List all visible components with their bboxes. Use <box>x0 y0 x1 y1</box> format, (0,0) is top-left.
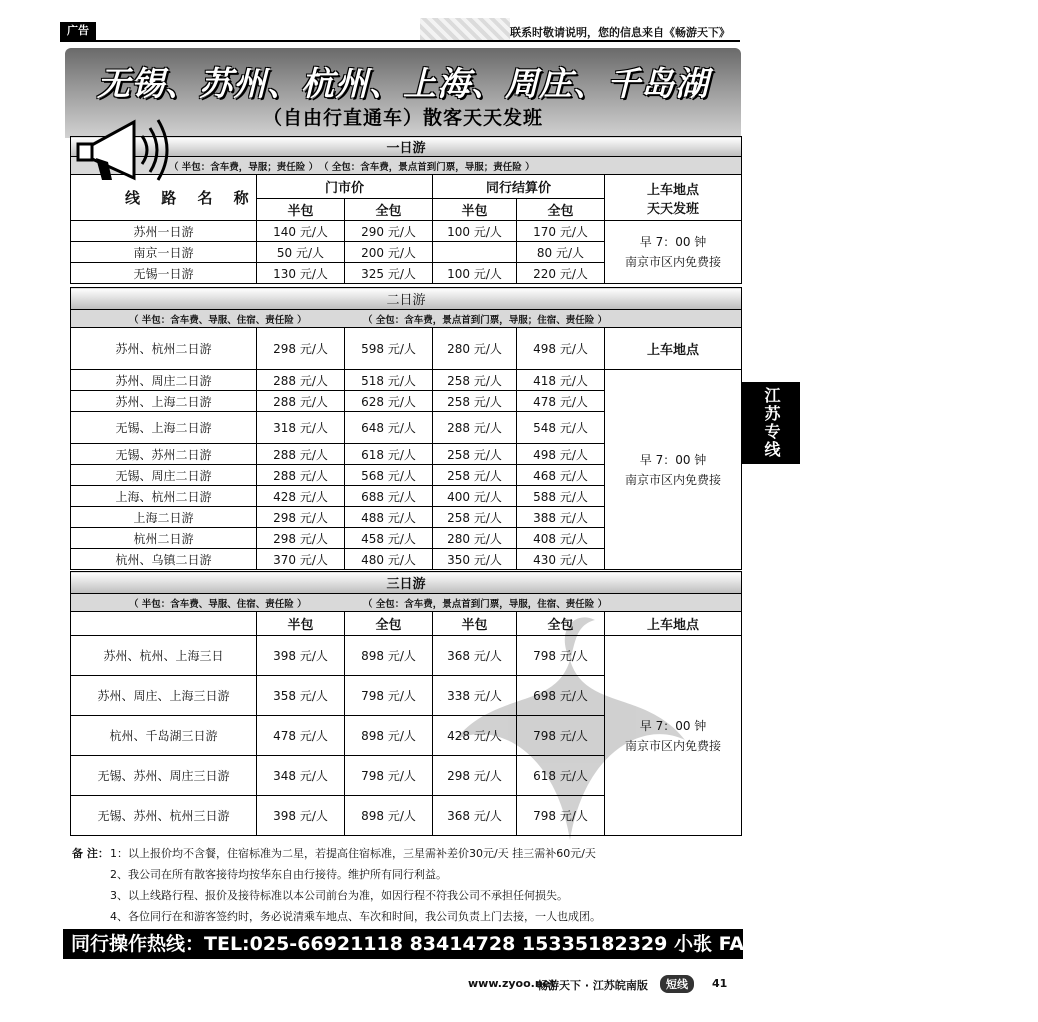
agency-price-header: 同行结算价 <box>433 175 605 199</box>
day3-note <box>71 594 742 612</box>
day1-pickup-title: 上车地点 <box>647 182 700 198</box>
day2-route-name-cell: 无锡、苏州二日游 <box>71 444 257 465</box>
day1-note-half: （ 半包：含车费，导服；责任险 ） <box>169 161 319 173</box>
day3-gate-half-cell: 358 元/人 <box>257 676 345 716</box>
day2-gate-full-cell: 648 元/人 <box>345 412 433 444</box>
day2-pickup-place: 南京市区内免费接 <box>625 472 722 487</box>
day2-gate-full-cell: 688 元/人 <box>345 486 433 507</box>
day3-row <box>71 636 742 676</box>
footer <box>0 972 800 998</box>
day3-route-header <box>71 612 257 636</box>
day2-agency-full-cell: 430 元/人 <box>517 549 605 570</box>
day3-route-name-cell: 苏州、杭州、上海三日 <box>71 636 257 676</box>
day2-agency-full-cell: 478 元/人 <box>517 391 605 412</box>
day1-agency-full-cell: 220 元/人 <box>517 263 605 284</box>
day3-route-name-cell: 杭州、千岛湖三日游 <box>71 716 257 756</box>
day3-gate-full-cell: 898 元/人 <box>345 636 433 676</box>
day1-route-name-cell: 苏州一日游 <box>71 221 257 242</box>
day1-pickup-cell <box>605 221 742 284</box>
day3-rows <box>71 636 742 836</box>
day2-gate-full-cell: 628 元/人 <box>345 391 433 412</box>
top-rule <box>60 40 740 42</box>
day3-gate-full-cell: 798 元/人 <box>345 676 433 716</box>
day3-agency-half-cell: 368 元/人 <box>433 796 517 836</box>
day1-pickup-header <box>605 175 742 221</box>
day1-row <box>71 221 742 242</box>
day3-pickup-time: 早 7：00 钟 <box>639 718 707 733</box>
note-row-2 <box>72 864 752 885</box>
day2-gate-half-cell: 288 元/人 <box>257 370 345 391</box>
day3-gate-half-header: 半包 <box>257 612 345 636</box>
day2-agency-half-cell: 258 元/人 <box>433 444 517 465</box>
day3-table-wrap <box>70 571 741 836</box>
page-subtitle: （自由行直通车）散客天天发班 <box>262 107 543 129</box>
day1-gate-full-cell: 325 元/人 <box>345 263 433 284</box>
day2-gate-full-cell: 618 元/人 <box>345 444 433 465</box>
day2-note-full: （ 全包：含车费，景点首到门票，导服；住宿、责任险 ） <box>363 314 608 326</box>
day3-gate-half-cell: 478 元/人 <box>257 716 345 756</box>
day3-agency-half-cell: 298 元/人 <box>433 756 517 796</box>
top-note: 联系时敬请说明，您的信息来自《畅游天下》 <box>510 26 730 39</box>
notes-label: 备 注： <box>72 847 109 860</box>
day2-route-name-cell: 无锡、周庄二日游 <box>71 465 257 486</box>
day3-pickup-cell <box>605 636 742 836</box>
day3-gate-full-header: 全包 <box>345 612 433 636</box>
day3-gate-half-cell: 398 元/人 <box>257 636 345 676</box>
day3-gate-full-cell: 798 元/人 <box>345 756 433 796</box>
day3-agency-half-cell: 368 元/人 <box>433 636 517 676</box>
day2-gate-half-cell: 288 元/人 <box>257 465 345 486</box>
footer-site: www.zyoo.net <box>468 977 556 990</box>
day2-gate-half-cell: 370 元/人 <box>257 549 345 570</box>
day3-pickup-header: 上车地点 <box>605 612 742 636</box>
gate-price-header: 门市价 <box>257 175 433 199</box>
day2-row <box>71 370 742 391</box>
day3-table <box>70 571 742 836</box>
day1-gate-half-cell: 130 元/人 <box>257 263 345 284</box>
day2-gate-half-cell: 298 元/人 <box>257 507 345 528</box>
day2-route-name-cell: 上海、杭州二日游 <box>71 486 257 507</box>
gate-full-header: 全包 <box>345 199 433 221</box>
ad-tag: 广告 <box>60 22 96 40</box>
day2-route-name-cell: 苏州、周庄二日游 <box>71 370 257 391</box>
day2-row <box>71 328 742 370</box>
note-item-4: 4、各位同行在和游客签约时，务必说清乘车地点、车次和时间，我公司负责上门去接，一人也成团。 <box>110 910 601 923</box>
day2-title: 二日游 <box>71 288 742 310</box>
note-row-3 <box>72 885 752 906</box>
day2-agency-full-cell: 408 元/人 <box>517 528 605 549</box>
day1-agency-half-cell: 100 元/人 <box>433 263 517 284</box>
day2-agency-full-cell: 388 元/人 <box>517 507 605 528</box>
day1-pickup-place: 南京市区内免费接 <box>625 255 722 269</box>
note-item-3: 3、以上线路行程、报价及接待标准以本公司前台为准，如因行程不符我公司不承担任何损失。 <box>110 889 568 902</box>
agency-full-header: 全包 <box>517 199 605 221</box>
note-row-4 <box>72 906 752 927</box>
notes <box>72 843 752 927</box>
day2-agency-half-cell: 280 元/人 <box>433 528 517 549</box>
day2-gate-half-cell: 298 元/人 <box>257 528 345 549</box>
day2-agency-half-cell: 288 元/人 <box>433 412 517 444</box>
day3-agency-full-cell: 618 元/人 <box>517 756 605 796</box>
day1-gate-full-cell: 290 元/人 <box>345 221 433 242</box>
day3-gate-half-cell: 398 元/人 <box>257 796 345 836</box>
day3-agency-full-cell: 798 元/人 <box>517 796 605 836</box>
megaphone-icon <box>72 112 172 192</box>
day2-agency-full-cell: 498 元/人 <box>517 328 605 370</box>
page-number: 41 <box>712 977 728 990</box>
day3-gate-half-cell: 348 元/人 <box>257 756 345 796</box>
top-bar <box>0 0 800 40</box>
day2-rows <box>71 328 742 570</box>
note-row-1 <box>72 843 752 864</box>
day3-route-name-cell: 苏州、周庄、上海三日游 <box>71 676 257 716</box>
day1-gate-half-cell: 50 元/人 <box>257 242 345 263</box>
day2-pickup-cell <box>605 370 742 570</box>
day2-agency-half-cell: 258 元/人 <box>433 391 517 412</box>
day2-note <box>71 310 742 328</box>
day2-agency-half-cell: 350 元/人 <box>433 549 517 570</box>
day3-agency-half-header: 半包 <box>433 612 517 636</box>
day1-route-name-cell: 无锡一日游 <box>71 263 257 284</box>
day2-route-name-cell: 杭州二日游 <box>71 528 257 549</box>
page-title: 无锡、苏州、杭州、上海、周庄、千岛湖 <box>97 64 709 103</box>
gate-half-header: 半包 <box>257 199 345 221</box>
day2-gate-full-cell: 598 元/人 <box>345 328 433 370</box>
day3-agency-half-cell: 428 元/人 <box>433 716 517 756</box>
day3-agency-full-header: 全包 <box>517 612 605 636</box>
day3-agency-half-cell: 338 元/人 <box>433 676 517 716</box>
day2-table-wrap <box>70 287 741 570</box>
day2-gate-half-cell: 428 元/人 <box>257 486 345 507</box>
day2-agency-half-cell: 400 元/人 <box>433 486 517 507</box>
day2-agency-half-cell: 258 元/人 <box>433 465 517 486</box>
day2-gate-full-cell: 458 元/人 <box>345 528 433 549</box>
day2-gate-half-cell: 288 元/人 <box>257 391 345 412</box>
day3-agency-full-cell: 698 元/人 <box>517 676 605 716</box>
day2-agency-full-cell: 418 元/人 <box>517 370 605 391</box>
day3-title: 三日游 <box>71 572 742 594</box>
day2-note-half: （ 半包：含车费、导服、住宿、责任险 ） <box>129 314 307 326</box>
hotline-bar: 同行操作热线：TEL:025-66921118 83414728 15335182329 小张 FAX:83467448 QQ:942092648 <box>63 929 743 959</box>
day2-gate-half-cell: 318 元/人 <box>257 412 345 444</box>
day1-agency-half-cell <box>433 242 517 263</box>
day2-gate-full-cell: 488 元/人 <box>345 507 433 528</box>
side-tab: 江苏专线 <box>742 382 800 464</box>
day3-route-name-cell: 无锡、苏州、周庄三日游 <box>71 756 257 796</box>
day2-pickup-time: 早 7：00 钟 <box>639 452 707 467</box>
route-name-header: 线 路 名 称 <box>71 175 257 221</box>
day2-agency-full-cell: 588 元/人 <box>517 486 605 507</box>
checker-decoration <box>420 18 510 40</box>
day2-route-name-cell: 苏州、上海二日游 <box>71 391 257 412</box>
day1-title: 一日游 <box>71 137 742 157</box>
day2-agency-half-cell: 258 元/人 <box>433 370 517 391</box>
agency-half-header: 半包 <box>433 199 517 221</box>
day1-agency-half-cell: 100 元/人 <box>433 221 517 242</box>
day1-gate-half-cell: 140 元/人 <box>257 221 345 242</box>
note-item-1: 1：以上报价均不含餐，住宿标准为二星，若提高住宿标准，三星需补差价30元/天 挂三需补60元/天 <box>110 847 596 860</box>
day2-route-name-cell: 杭州、乌镇二日游 <box>71 549 257 570</box>
day2-gate-full-cell: 480 元/人 <box>345 549 433 570</box>
day1-route-name-cell: 南京一日游 <box>71 242 257 263</box>
day3-note-full: （ 全包：含车费，景点首到门票，导服，住宿、责任险 ） <box>363 598 608 610</box>
day3-pickup-place: 南京市区内免费接 <box>625 738 722 753</box>
day2-agency-full-cell: 498 元/人 <box>517 444 605 465</box>
day3-agency-full-cell: 798 元/人 <box>517 636 605 676</box>
day3-route-name-cell: 无锡、苏州、杭州三日游 <box>71 796 257 836</box>
day2-gate-half-cell: 298 元/人 <box>257 328 345 370</box>
day1-agency-full-cell: 170 元/人 <box>517 221 605 242</box>
day3-note-half: （ 半包：含车费、导服、住宿、责任险 ） <box>129 598 307 610</box>
day2-agency-full-cell: 468 元/人 <box>517 465 605 486</box>
day1-agency-full-cell: 80 元/人 <box>517 242 605 263</box>
day2-gate-full-cell: 518 元/人 <box>345 370 433 391</box>
day3-gate-full-cell: 898 元/人 <box>345 716 433 756</box>
day2-gate-half-cell: 288 元/人 <box>257 444 345 465</box>
day1-pickup-time: 早 7：00 钟 <box>639 235 707 249</box>
day2-table <box>70 287 742 570</box>
day3-agency-full-cell: 798 元/人 <box>517 716 605 756</box>
footer-brand: 畅游天下 · 江苏皖南版 <box>537 979 648 992</box>
footer-short-tag: 短线 <box>660 975 694 993</box>
day2-pickup-title: 上车地点 <box>605 328 742 370</box>
day2-route-name-cell: 上海二日游 <box>71 507 257 528</box>
day1-pickup-daily: 天天发班 <box>647 201 700 217</box>
day2-route-name-cell: 苏州、杭州二日游 <box>71 328 257 370</box>
day1-rows <box>71 221 742 284</box>
day2-route-name-cell: 无锡、上海二日游 <box>71 412 257 444</box>
day2-agency-full-cell: 548 元/人 <box>517 412 605 444</box>
note-item-2: 2、我公司在所有散客接待均按华东自由行接待。维护所有同行利益。 <box>110 868 447 881</box>
day3-gate-full-cell: 898 元/人 <box>345 796 433 836</box>
day2-gate-full-cell: 568 元/人 <box>345 465 433 486</box>
day1-note-full: （ 全包：含车费，景点首到门票，导服；责任险 ） <box>319 161 535 173</box>
day2-agency-half-cell: 280 元/人 <box>433 328 517 370</box>
day2-agency-half-cell: 258 元/人 <box>433 507 517 528</box>
day1-gate-full-cell: 200 元/人 <box>345 242 433 263</box>
